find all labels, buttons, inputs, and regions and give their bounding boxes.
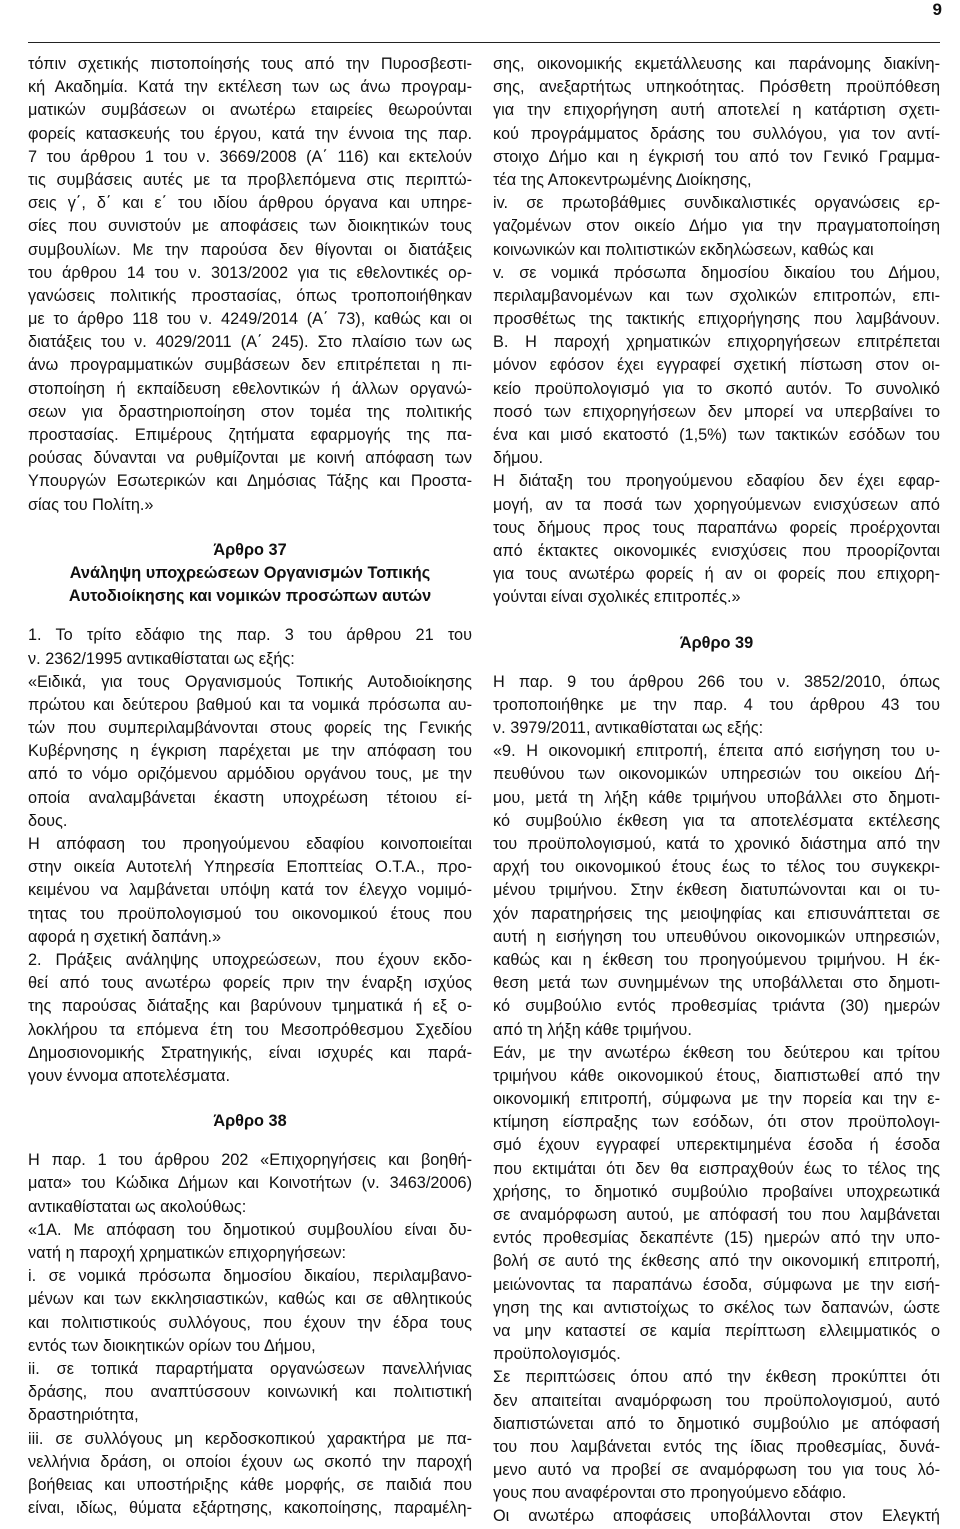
article-38-heading: Άρθρο 38 — [213, 1112, 287, 1131]
text-line: Β. Η παροχή χρηματικών επιχορηγήσεων επιτρέπεται — [493, 333, 940, 352]
text-line: «9. Η οικονομική επιτροπή, έπειτα από εισήγηση του υ- — [493, 742, 940, 761]
text-line: Υπουργών Εσωτερικών και Δημόσιας Τάξης και Προστα- — [28, 472, 472, 491]
article-37-heading: Άρθρο 37 — [213, 540, 287, 559]
text-line: της παρούσας διάταξης και βαρύνουν τμηματικά ή εξ ο- — [28, 997, 472, 1016]
text-line: μογή, αν τα ποσά των χορηγούμενων ενισχύσεων από — [493, 495, 940, 514]
text-line: πευθύνου των οικονομικών υπηρεσιών του οικείου Δή- — [493, 765, 940, 784]
text-line: αντικαθίσταται ως ακολούθως: — [28, 1197, 247, 1216]
text-line: διαπιστώνεται από το δημοτικό συμβούλιο με απόφασή — [493, 1414, 940, 1433]
text-line: είναι, ιδίως, θύματα εξάρτησης, κακοποίησης, παραμέλη- — [28, 1499, 472, 1518]
text-line: του άρθρου 14 του ν. 3013/2002 για τις εθελοντικές ορ- — [28, 263, 472, 282]
text-line: πρώτου και δεύτερου βαθμού και τα νομικά πρόσωπα αυ- — [28, 695, 472, 714]
text-line: τέα της Αποκεντρωμένης Διοίκησης, — [493, 170, 752, 189]
text-line: κό συμβούλιο έκθεση για τα αποτελέσματα εκτέλεσης — [493, 811, 940, 830]
text-line: σίας του Πολίτη.» — [28, 495, 154, 514]
header-rule — [28, 42, 940, 43]
text-line: σης, ανεξαρτήτως υπηκοότητας. Πρόσθετη προϋπόθεση — [493, 78, 940, 97]
text-line: ρούσας δύνανται να ρυθμίζονται με κοινή απόφαση των — [28, 449, 472, 468]
text-line: οποία αναλαμβάνεται έκαστη υποχρέωση τέτοιου εί- — [28, 788, 472, 807]
text-line: νατή η παροχή χρηματικών επιχορηγήσεων: — [28, 1244, 347, 1262]
text-line: i. σε νομικά πρόσωπα δημοσίου δικαίου, περιλαμβανο- — [28, 1267, 472, 1286]
text-line: που εκτιμάται ότι δεν θα εισπραχθούν έως το τέλος της — [493, 1159, 940, 1178]
text-line: ν. 3979/2011, αντικαθίσταται ως εξής: — [493, 719, 764, 738]
text-line: σεων για δραστηριοποίηση στον τομέα της πολιτικής — [28, 402, 472, 421]
text-line: και πολιτιστικούς συλλόγους, που έχουν την έδρα τους — [28, 1313, 472, 1332]
text-line: v. σε νομικά πρόσωπα δημοσίου δικαίου του Δήμου, — [493, 263, 940, 282]
page-number: 9 — [932, 0, 942, 19]
text-line: δεν απαιτείται αναμόρφωση του προϋπολογισμού, αυτό — [493, 1391, 940, 1410]
text-line: μενο αυτό να προβεί σε αναμόρφωση του για τους λό- — [493, 1461, 940, 1480]
text-line: λοκλήρου τα επόμενα έτη του Μεσοπρόθεσμου Σχεδίου — [28, 1020, 472, 1039]
text-line: τις συμβάσεις αυτές με τα προβλεπόμενα στις περιπτώ- — [28, 170, 472, 189]
text-line: στην οικεία Αυτοτελή Υπηρεσία Εποπτείας Ο.Τ.Α., προ- — [28, 858, 472, 877]
text-line: γούνται είναι σχολικές επιτροπές.» — [493, 588, 741, 607]
text-line: νελλήνια δράση, οι οποίοι έχουν ως σκοπό την παροχή — [28, 1452, 472, 1471]
left-text-block-2 — [28, 624, 472, 1088]
text-line: θεί από τους ανωτέρω φορείς πριν την έναρξη ισχύος — [28, 974, 472, 993]
article-37-subtitle-line: Ανάληψη υποχρεώσεων Οργανισμών Τοπικής — [69, 563, 431, 582]
text-line: κό συμβούλιο εντός προθεσμίας τριάντα (30) ημερών — [493, 997, 940, 1016]
text-line: Οι ανωτέρω αποφάσεις υποβάλλονται στον Ελεγκτή — [493, 1507, 940, 1526]
text-line: Σε περιπτώσεις όπου από την έκθεση προκύπτει ότι — [493, 1368, 940, 1387]
text-line: προϋπολογισμός. — [493, 1345, 621, 1364]
text-line: δράσης, που αναπτύσσουν κοινωνική και πολιτιστική — [28, 1383, 472, 1402]
text-line: γουν έννομα αποτελέσματα. — [28, 1066, 230, 1085]
text-line: σμό έχουν εγγραφεί υπερεκτιμημένα έσοδα ή έσοδα — [493, 1136, 940, 1155]
text-line: με το άρθρο 118 του ν. 4249/2014 (Α΄ 73), καθώς και οι — [28, 310, 472, 329]
text-line: κού προγράμματος δράσης του συλλόγου, για τον αντί- — [493, 124, 940, 143]
text-line: 7 του άρθρου 1 του ν. 3669/2008 (Α΄ 116) και εκτελούν — [28, 147, 472, 166]
text-line: τητας του προϋπολογισμού του οικονομικού έτους που — [28, 904, 472, 923]
text-line: κείο προϋπολογισμό για το σκοπό αυτόν. Το συνολικό — [493, 379, 940, 398]
text-line: δους. — [28, 811, 68, 830]
text-line: γους που αναφέρονται στο προηγούμενο εδάφιο. — [493, 1484, 847, 1503]
text-line: να μην καταστεί σε καμία περίπτωση ελλειμματικός ο — [493, 1321, 940, 1340]
text-line: οικονομική επιτροπή, σύμφωνα με την πορεία και την ε- — [493, 1090, 940, 1109]
text-line: για τους ανωτέρω φορείς ή αν οι φορείς που επιχορη- — [493, 565, 940, 584]
text-line: βοήθειας και υποστήριξης κάθε μορφής, σε παιδιά που — [28, 1475, 472, 1494]
text-line: θεση μετά των συνημμένων της υποβάλλεται στο δημοτι- — [493, 974, 940, 993]
text-line: ματα» του Κώδικα Δήμων και Κοινοτήτων (ν. 3463/2006) — [28, 1174, 472, 1193]
text-line: Η απόφαση του προηγούμενου εδαφίου κοινοποιείται — [28, 835, 472, 853]
text-line: ματικών συμβάσεων οι ανωτέρω εταιρείες θεωρούνται — [28, 101, 472, 120]
text-line: εντός των διοικητικών ορίων του Δήμου, — [28, 1336, 316, 1355]
text-line: προστασίας. Επιμέρους ζητήματα εφαρμογής της πα- — [28, 426, 472, 444]
text-line: από το νόμο οριζόμενου αρμόδιου οργάνου τους, με την — [28, 765, 472, 784]
text-line: συμβουλίων. Με την παρούσα δεν θίγονται οι διατάξεις — [28, 240, 472, 259]
text-line: προσθέτως της τακτικής επιχορήγησης που λαμβάνουν. — [493, 310, 940, 329]
right-text-block-1 — [493, 53, 940, 610]
article-39-heading: Άρθρο 39 — [679, 633, 754, 652]
left-text-block-1 — [28, 53, 472, 517]
text-line: σίες που συνιστούν με αποφάσεις των διοικητικών τους — [28, 217, 472, 236]
text-line: αφορά η σχετική δαπάνη.» — [28, 927, 222, 946]
text-line: από τη λήξη κάθε τριμήνου. — [493, 1020, 692, 1039]
text-line: για την επιχορήγηση αυτή αποτελεί η κατάρτιση σχετι- — [493, 101, 940, 120]
text-line: Η διάταξη του προηγούμενου εδαφίου δεν έχει εφαρ- — [493, 472, 940, 491]
article-37-subtitle-line: Αυτοδιοίκησης και νομικών προσώπων αυτών — [68, 587, 432, 606]
text-line: δραστηριότητα, — [28, 1406, 139, 1425]
text-line: γανώσεις πολιτικής προστασίας, όπως τροποποιήθηκαν — [28, 286, 472, 305]
text-line: iii. σε συλλόγους μη κερδοσκοπικού χαρακτήρα με πα- — [28, 1429, 472, 1448]
left-column — [28, 53, 472, 1520]
text-line: γηση της και αντιστοίχως το σκέλος των δαπανών, ώστε — [493, 1298, 940, 1317]
text-line: αρχή του οικονομικού έτους έως το τέλος του συγκεκρι- — [493, 858, 940, 877]
right-column — [493, 53, 940, 1529]
text-line: άνω προγραμματικών συμβάσεων δεν επιτρέπεται η πι- — [28, 356, 472, 375]
text-line: του που λαμβάνεται εντός της ίδιας προθεσμίας, δυνά- — [493, 1437, 940, 1456]
text-line: Δημοσιονομικής Στρατηγικής, είναι ισχυρές και παρά- — [28, 1043, 472, 1062]
text-line: καθώς και η έκθεση του προηγούμενου τριμήνου. Η έκ- — [493, 950, 940, 969]
text-line: Η παρ. 9 του άρθρου 266 του ν. 3852/2010, όπως — [493, 672, 940, 691]
text-line: από έκτακτες οικονομικές ενισχύσεις που προορίζονται — [493, 541, 940, 560]
text-line: εντός προθεσμίας δεκαπέντε (15) ημερών από την υπο- — [493, 1229, 940, 1248]
text-line: στοποίηση ή εκπαίδευση εθελοντικών ή άλλων οργανώ- — [28, 379, 472, 398]
text-line: ii. σε τοπικά παραρτήματα οργανώσεων πανελλήνιας — [28, 1359, 472, 1378]
text-line: κοινωνικών και πολιτιστικών εκδηλώσεων, καθώς και — [493, 240, 874, 259]
text-line: κτίμηση είσπραξης των εσόδων, ότι στον προϋπολογι- — [493, 1113, 940, 1132]
text-line: τους δήμους προς τους παραπάνω φορείς προέρχονται — [493, 518, 940, 537]
text-line: τροποποιήθηκε με την παρ. 4 του άρθρου 43 του — [493, 695, 940, 714]
text-line: χρήσης, το δημοτικό συμβούλιο προβαίνει υποχρεωτικά — [493, 1182, 940, 1201]
text-line: Κυβέρνησης η έγκριση παρέχεται με την απόφαση του — [28, 742, 472, 761]
text-line: 1. Το τρίτο εδάφιο της παρ. 3 του άρθρου 21 του — [28, 626, 472, 645]
text-line: τόπιν σχετικής πιστοποίησής τους από την Πυροσβεστι- — [28, 55, 472, 73]
text-line: κειμένου να λαμβάνεται υπόψη κατά τον έλεγχο νομιμό- — [28, 881, 472, 900]
text-line: αυτή η εισήγηση του υπευθύνου οικονομικών υπηρεσιών, — [493, 927, 940, 946]
text-line: ένα και μισό εκατοστό (1,5%) των τακτικών εσόδων του — [493, 426, 940, 444]
text-line: χόν παρατηρήσεις της μειοψηφίας και επισυνάπτεται σε — [493, 904, 940, 923]
text-line: μένου τριμήνου. Στην έκθεση διατυπώνονται και οι τυ- — [493, 881, 940, 900]
text-line: σε αναμόρφωση αυτού, με απόφασή του που λαμβάνεται — [493, 1206, 940, 1224]
text-line: μου, μετά τη λήξη κάθε τριμήνου υποβάλλει στο δημοτι- — [493, 788, 940, 807]
text-line: μειώνοντας τα παραπάνω έσοδα, σύμφωνα με την εισή- — [493, 1275, 940, 1294]
text-line: μόνον εφόσον έχει εγγραφεί σχετική πίστωση στον οι- — [493, 356, 940, 375]
text-line: Εάν, με την ανωτέρω έκθεση του δεύτερου και τρίτου — [493, 1043, 940, 1062]
text-line: μένων και των εκκλησιαστικών, καθώς και σε αθλητικούς — [28, 1290, 472, 1309]
text-line: ποσό των επιχορηγήσεων δεν μπορεί να υπερβαίνει το — [493, 402, 940, 421]
text-line: 2. Πράξεις ανάληψης υποχρεώσεων, που έχουν εκδο- — [28, 950, 472, 969]
text-line: τριμήνου κάθε οικονομικού έτους, διαπιστωθεί από την — [493, 1066, 940, 1085]
text-line: διατάξεις του ν. 4029/2011 (Α΄ 245). Στο πλαίσιο των ως — [28, 333, 472, 352]
text-line: Η παρ. 1 του άρθρου 202 «Επιχορηγήσεις και βοηθή- — [28, 1151, 472, 1170]
text-line: iv. σε πρωτοβάθμιες συνδικαλιστικές οργανώσεις ερ- — [493, 194, 940, 213]
text-line: του προϋπολογισμού, κατά το χρονικό διάστημα από την — [493, 835, 940, 853]
text-line: ν. 2362/1995 αντικαθίσταται ως εξής: — [28, 649, 295, 668]
text-line: κή Ακαδημία. Κατά την εκτέλεση των ως άνω προγραμ- — [28, 78, 472, 97]
text-line: γαζομένων στον οικείο Δήμο για την πραγματοποίηση — [493, 217, 940, 236]
text-line: βολή σε αυτό της έκθεσης από την οικονομική επιτροπή, — [493, 1252, 940, 1271]
text-line: τών που συμπεριλαμβάνονται στους φορείς της Γενικής — [28, 719, 472, 738]
text-line: στοιχο Δήμο και η έγκρισή του από τον Γενικό Γραμμα- — [493, 147, 940, 166]
right-text-block-2 — [493, 671, 940, 1529]
text-line: σεις γ΄, δ΄ και ε΄ του ιδίου άρθρου όργανα και υπηρε- — [28, 194, 472, 213]
text-line: περιλαμβανομένων και των σχολικών επιτροπών, επι- — [493, 286, 940, 305]
text-line: δήμου. — [493, 449, 543, 468]
left-text-block-3 — [28, 1149, 472, 1520]
text-line: «1Α. Με απόφαση του δημοτικού συμβουλίου είναι δυ- — [28, 1220, 472, 1239]
text-line: φορείς κατασκευής του έργου, κατά την έννοια της παρ. — [28, 124, 472, 143]
text-line: «Ειδικά, για τους Οργανισμούς Τοπικής Αυτοδιοίκησης — [28, 672, 472, 691]
text-line: σης, οικονομικής εκμετάλλευσης και παράνομης διακίνη- — [493, 55, 940, 73]
